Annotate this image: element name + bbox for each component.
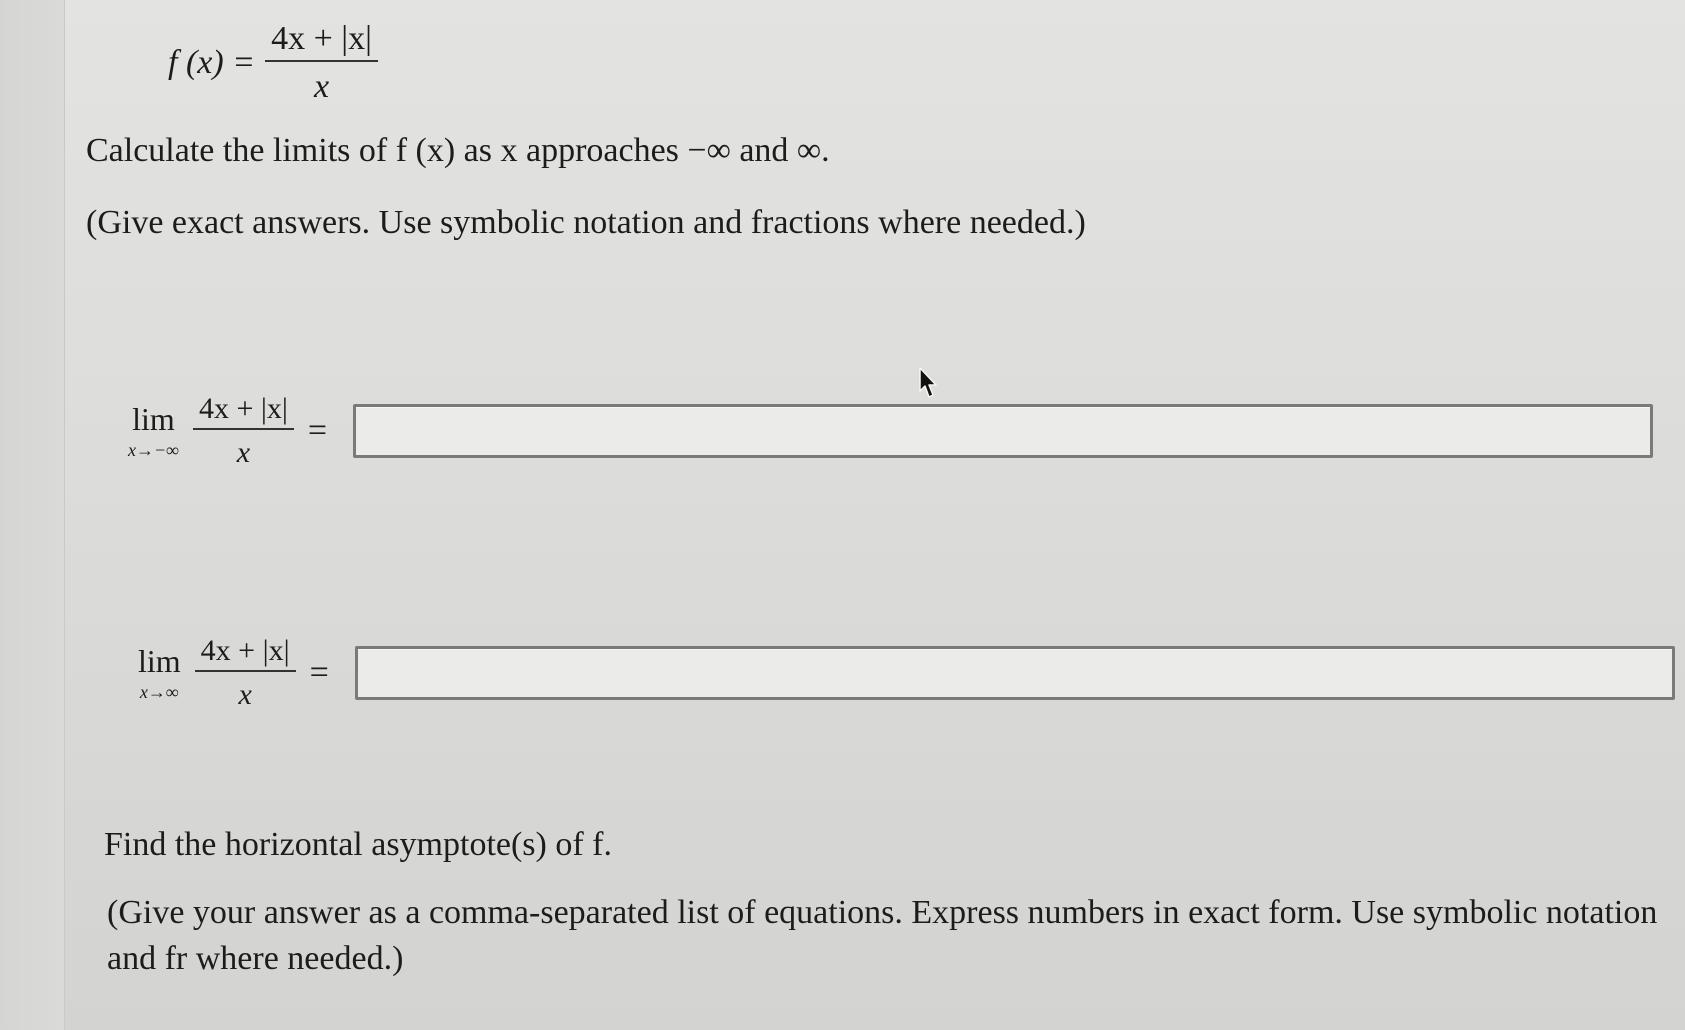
equals-sign: = [307, 412, 328, 449]
limit-negative-infinity-row [128, 394, 1653, 468]
limit-denominator: x [238, 678, 252, 711]
limit-operator [128, 403, 179, 459]
limit-fraction [195, 636, 296, 710]
function-denominator: x [313, 68, 330, 105]
asymptote-question-prompt: Find the horizontal asymptote(s) of f. [104, 826, 613, 863]
limit-negative-infinity-answer-input[interactable] [353, 404, 1653, 458]
limit-positive-infinity-row [138, 636, 1675, 710]
limit-question-prompt: Calculate the limits of f (x) as x approaches −∞ and ∞. [86, 132, 830, 169]
limit-fraction [193, 394, 294, 468]
limit-operator [138, 645, 181, 701]
limit-question-instructions: (Give exact answers. Use symbolic notation and fractions where needed.) [86, 204, 1086, 241]
limit-numerator: 4x + |x| [193, 394, 294, 430]
lim-subscript: x→−∞ [128, 440, 179, 460]
asymptote-question-instructions: (Give your answer as a comma-separated list of equations. Express numbers in exact form. Use symbolic notation and fr where needed.) [107, 894, 1658, 977]
limit-denominator: x [236, 436, 251, 469]
equals-sign: = [309, 654, 329, 691]
function-lhs: f (x) = [168, 44, 256, 81]
function-fraction [265, 22, 378, 104]
lim-subscript: x→∞ [139, 682, 179, 702]
lim-label: lim [132, 401, 175, 437]
lim-label: lim [138, 643, 181, 679]
limit-numerator: 4x + |x| [195, 636, 296, 672]
function-numerator: 4x + |x| [265, 22, 378, 62]
limit-positive-infinity-answer-input[interactable] [355, 646, 1675, 700]
function-definition [168, 22, 378, 104]
